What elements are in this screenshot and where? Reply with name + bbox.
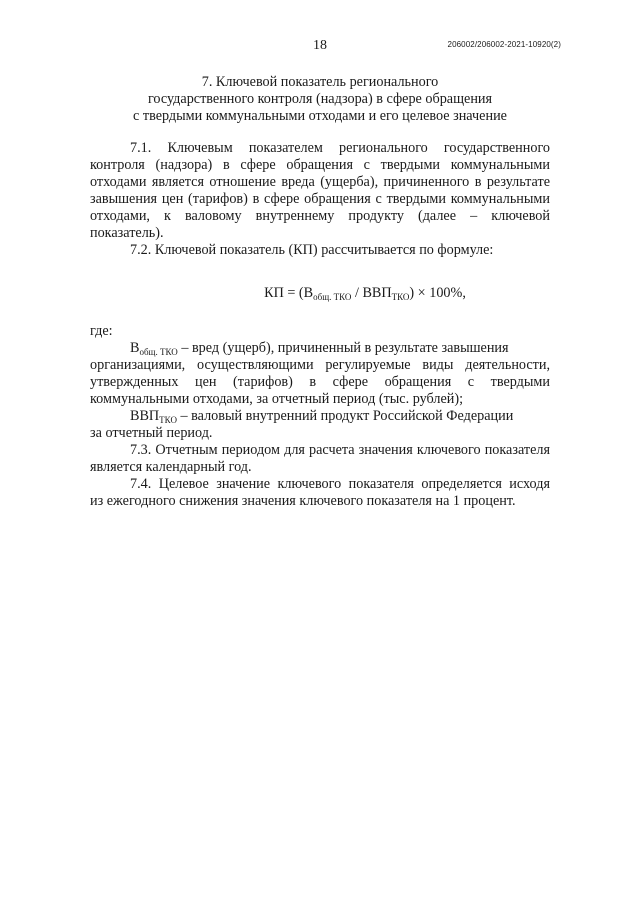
heading-line: государственного контроля (надзора) в сфере обращения — [147, 91, 493, 107]
text-line: 7.4. Целевое значение ключевого показателя определяется исходя — [130, 476, 550, 492]
text-line: коммунальными отходами, за отчетный период (тыс. рублей); — [90, 391, 464, 407]
symbol-subscript: общ. ТКО — [139, 347, 178, 357]
text-line: утвержденных цен (тарифов) в сфере обращения с твердыми — [90, 374, 550, 390]
text-line: 7.3. Отчетным периодом для расчета значения ключевого показателя — [130, 442, 550, 458]
text-line: является календарный год. — [90, 459, 252, 475]
text-line: отходами является отношение вреда (ущерба), причиненного в результате — [90, 174, 550, 190]
symbol: ВВП — [130, 408, 160, 424]
where-label: где: — [90, 323, 113, 339]
text-line: завышения цен (тарифов) в сфере обращения с твердыми коммунальными — [90, 191, 550, 207]
formula — [90, 285, 550, 302]
text-line: отходами, к валовому внутреннему продукту (далее – ключевой — [90, 208, 550, 224]
heading-line: с твердыми коммунальными отходами и его целевое значение — [133, 108, 507, 124]
heading-line: 7. Ключевой показатель регионального — [201, 74, 439, 90]
definition-text: – валовый внутренний продукт Российской Федерации — [176, 408, 514, 424]
section-heading — [90, 74, 550, 125]
definition-line — [90, 408, 550, 425]
text-line: показатель). — [90, 225, 164, 241]
text-line: 7.2. Ключевой показатель (КП) рассчитывается по формуле: — [130, 242, 494, 258]
paragraph-7-3 — [90, 442, 550, 476]
paragraph-7-4 — [90, 476, 550, 510]
formula-subscript: общ. ТКО — [313, 292, 352, 302]
formula-mid: / ВВП — [351, 285, 392, 301]
formula-lhs: КП = (В — [264, 285, 314, 301]
formula-subscript: ТКО — [391, 292, 410, 302]
page-number: 18 — [313, 38, 327, 53]
symbol-subscript: ТКО — [159, 415, 177, 425]
formula-rhs: ) × 100%, — [409, 285, 466, 301]
text-line: контроля (надзора) в сфере обращения с твердыми коммунальными — [90, 157, 550, 173]
text-line: из ежегодного снижения значения ключевого показателя на 1 процент. — [90, 493, 516, 509]
text-line: за отчетный период. — [90, 425, 213, 441]
text-line: организациями, осуществляющими регулируемые виды деятельности, — [90, 357, 550, 373]
document-id: 206002/206002-2021-10920(2) — [447, 40, 561, 49]
definition-text: – вред (ущерб), причиненный в результате завышения — [177, 340, 509, 356]
paragraph-7-2 — [90, 242, 550, 259]
paragraph-7-1 — [90, 140, 550, 242]
definition-line — [90, 340, 550, 357]
where-block — [90, 323, 550, 442]
symbol: В — [130, 340, 140, 356]
text-line: 7.1. Ключевым показателем регионального государственного — [130, 140, 550, 156]
document-body — [90, 140, 550, 510]
